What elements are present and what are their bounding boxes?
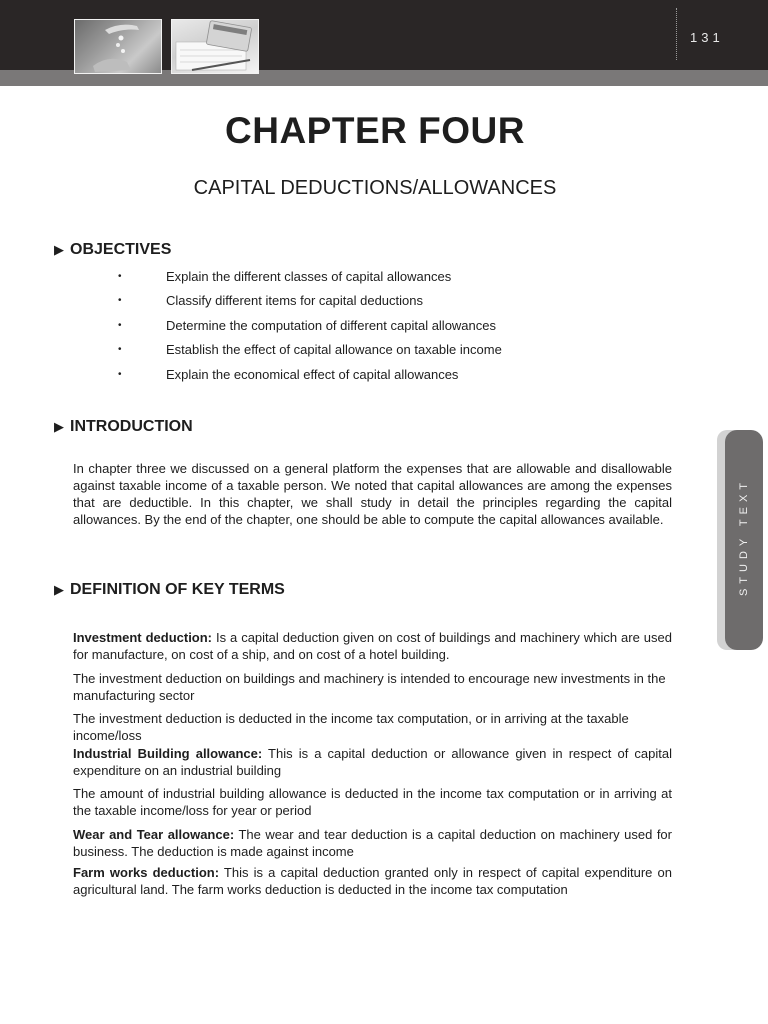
bullet-icon: • xyxy=(118,368,122,380)
industrial-building-definition xyxy=(73,746,672,779)
list-item xyxy=(118,341,678,365)
objective-text: Establish the effect of capital allowance on taxable income xyxy=(166,342,502,358)
list-item xyxy=(118,292,678,316)
investment-deduction-definition xyxy=(73,630,672,663)
objectives-list xyxy=(118,268,678,390)
definition-term: Investment deduction: xyxy=(73,630,213,645)
definition-text: This is a capital deduction or allowance given in respect of capital expenditure on an industrial building xyxy=(73,746,672,778)
definition-text: Is a capital deduction given on cost of buildings and machinery which are used for manufacture, on cost of a ship, and on cost of a hotel building. xyxy=(73,630,672,662)
wear-and-tear-definition xyxy=(73,827,672,860)
definitions-heading xyxy=(54,581,285,599)
list-item xyxy=(118,268,678,292)
study-text-label: STUDY TEXT xyxy=(738,477,750,597)
definition-text: This is a capital deduction granted only in respect of capital expenditure on agricultural land. The farm works deduction is deducted in the income tax computation xyxy=(73,865,672,897)
list-item xyxy=(118,366,678,390)
list-item xyxy=(118,317,678,341)
objective-text: Classify different items for capital deductions xyxy=(166,293,423,309)
investment-deduction-paragraph: The investment deduction on buildings and machinery is intended to encourage new investments in the manufacturing sector xyxy=(73,671,666,703)
header-divider xyxy=(676,8,677,60)
bullet-icon: • xyxy=(118,295,122,307)
farm-works-definition xyxy=(73,865,672,898)
objective-text: Explain the economical effect of capital allowances xyxy=(166,366,459,382)
bullet-icon: • xyxy=(118,271,122,282)
page-number: 131 xyxy=(690,30,724,45)
calculator-photo xyxy=(171,19,259,74)
industrial-building-paragraph: The amount of industrial building allowance is deducted in the income tax computation or in arriving at the taxable income/loss for year or period xyxy=(73,786,672,818)
chapter-subtitle: CAPITAL DEDUCTIONS/ALLOWANCES xyxy=(193,177,557,199)
objectives-heading xyxy=(54,241,171,259)
definition-term: Farm works deduction: xyxy=(73,865,220,880)
introduction-heading-label: INTRODUCTION xyxy=(70,418,193,435)
definitions-heading-label: DEFINITION OF KEY TERMS xyxy=(70,581,285,598)
objectives-heading-label: OBJECTIVES xyxy=(70,241,172,258)
definition-term: Wear and Tear allowance: xyxy=(73,827,235,842)
definition-term: Industrial Building allowance: xyxy=(73,746,263,761)
investment-deduction-paragraph: The investment deduction is deducted in the income tax computation, or in arriving at the taxable income/loss xyxy=(73,711,629,743)
bullet-icon: • xyxy=(118,344,122,356)
heading-arrow-icon: ▶ xyxy=(54,419,64,434)
definition-text: The wear and tear deduction is a capital deduction on machinery used for business. The deduction is made against income xyxy=(73,827,672,859)
bullet-icon: • xyxy=(118,319,122,331)
chapter-title: CHAPTER FOUR xyxy=(225,110,525,151)
objective-text: Explain the different classes of capital allowances xyxy=(166,269,452,284)
falling-coins-photo xyxy=(74,19,162,74)
heading-arrow-icon: ▶ xyxy=(54,582,64,597)
objective-text: Determine the computation of different capital allowances xyxy=(166,317,497,333)
introduction-paragraph: In chapter three we discussed on a general platform the expenses that are allowable and disallowable against taxable income of a taxable person. We noted that capital allowances are among the expenses that are deductible. In this chapter, we shall study in detail the principles regarding the capital allowances. By the end of the chapter, one should be able to compute the capital allowances available. xyxy=(73,461,672,527)
heading-arrow-icon: ▶ xyxy=(54,242,64,257)
introduction-heading xyxy=(54,418,193,436)
